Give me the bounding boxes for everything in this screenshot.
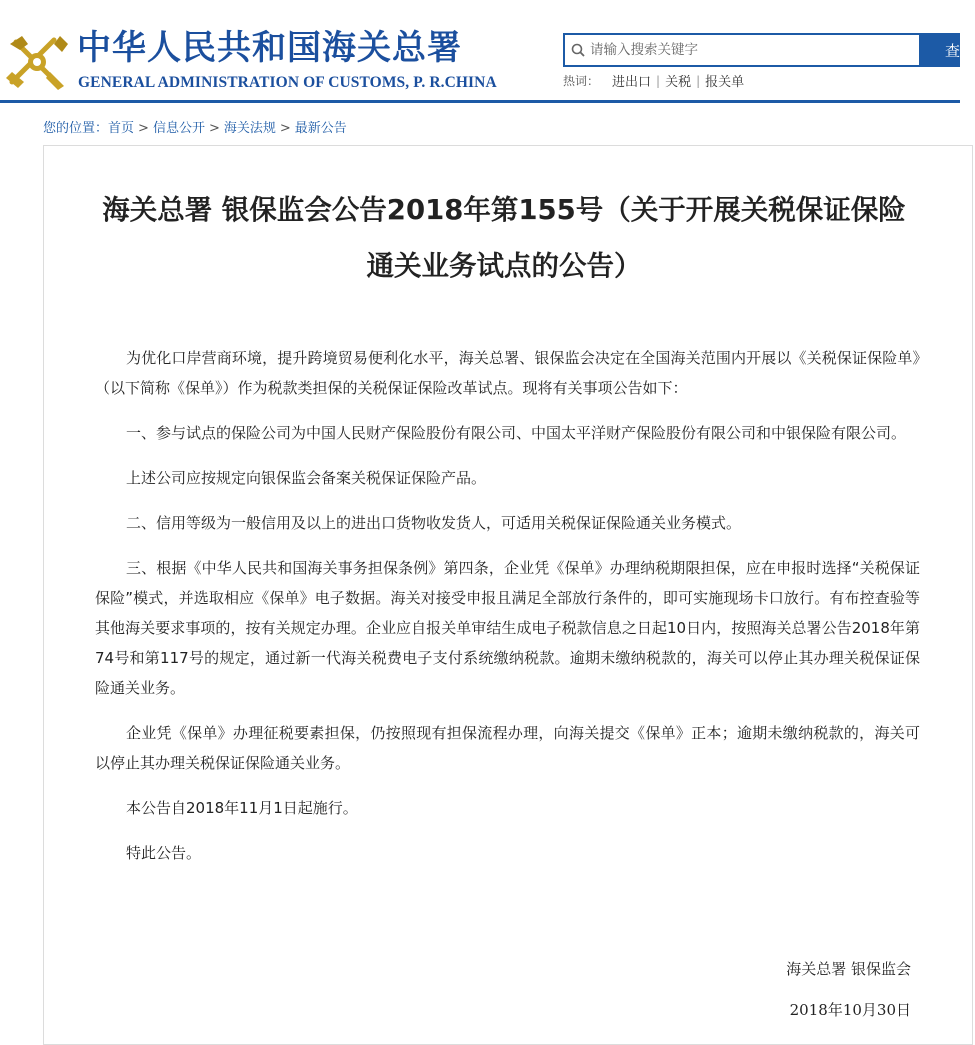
article-body xyxy=(95,343,920,883)
article-title xyxy=(44,182,964,294)
hot-words-label: 热词： xyxy=(563,74,600,88)
article-date: 2018年10月30日 xyxy=(789,1001,911,1019)
breadcrumb-latest-notices[interactable]: 最新公告 xyxy=(294,121,347,136)
article-title-line: 通关业务试点的公告） xyxy=(366,250,642,282)
search-input[interactable] xyxy=(590,42,910,58)
search-icon xyxy=(571,43,585,57)
article-paragraph: 一、参与试点的保险公司为中国人民财产保险股份有限公司、中国太平洋财产保险股份有限公司和中银保险有限公司。 xyxy=(126,424,907,442)
article-paragraph: 本公告自2018年11月1日起施行。 xyxy=(126,799,358,817)
article-panel xyxy=(43,145,973,1045)
breadcrumb-separator: > xyxy=(279,121,291,136)
hot-word-link[interactable]: 进出口 xyxy=(612,75,652,90)
hot-word-link[interactable]: 报关单 xyxy=(705,75,745,90)
article-signature: 海关总署 银保监会 xyxy=(786,960,911,978)
hot-words xyxy=(563,71,749,90)
breadcrumb xyxy=(43,117,347,136)
search-box xyxy=(563,33,921,67)
article-paragraph: 上述公司应按规定向银保监会备案关税保证保险产品。 xyxy=(126,469,487,487)
article-paragraph: 二、信用等级为一般信用及以上的进出口货物收发货人，可适用关税保证保险通关业务模式。 xyxy=(126,514,742,532)
hot-word-divider: | xyxy=(696,73,701,88)
site-header xyxy=(0,0,975,103)
breadcrumb-customs-law[interactable]: 海关法规 xyxy=(223,121,276,136)
search-button[interactable]: 查询 xyxy=(921,33,960,67)
hot-word-link[interactable]: 关税 xyxy=(665,75,692,90)
article-paragraph: 企业凭《保单》办理征税要素担保，仍按照现有担保流程办理，向海关提交《保单》正本；逾期未缴纳税款的，海关可以停止其办理关税保证保险通关业务。 xyxy=(95,724,920,772)
article-title-line: 海关总署 银保监会公告2018年第155号（关于开展关税保证保险 xyxy=(102,194,906,226)
article-paragraph: 特此公告。 xyxy=(126,844,202,862)
breadcrumb-separator: > xyxy=(138,121,149,136)
hot-word-divider: | xyxy=(656,73,661,88)
customs-emblem-icon[interactable] xyxy=(2,28,74,92)
breadcrumb-prefix: 您的位置： xyxy=(43,121,109,136)
article-paragraph: 为优化口岸营商环境，提升跨境贸易便利化水平，海关总署、银保监会决定在全国海关范围内开展以《关税保证保险单》（以下简称《保单》）作为税款类担保的关税保证保险改革试点。现将有关事项公告如下： xyxy=(95,349,920,397)
breadcrumb-info-disclosure[interactable]: 信息公开 xyxy=(152,121,205,136)
site-logo-subtitle[interactable]: GENERAL ADMINISTRATION OF CUSTOMS, P. R.CHINA xyxy=(78,74,497,91)
site-logo-title[interactable]: 中华人民共和国海关总署 xyxy=(77,28,462,68)
article-paragraph: 三、根据《中华人民共和国海关事务担保条例》第四条，企业凭《保单》办理纳税期限担保，应在申报时选择“关税保证保险”模式，并选取相应《保单》电子数据。海关对接受申报且满足全部放行条件的，即可实施现场卡口放行。有布控查验等其他海关要求事项的，按有关规定办理。企业应自报关单审结生成电子税款信息之日起10日内，按照海关总署公告2018年第74号和第117号的规定，通过新一代海关税费电子支付系统缴纳税款。逾期未缴纳税款的，海关可以停止其办理关税保证保险通关业务。 xyxy=(95,559,920,697)
breadcrumb-separator: > xyxy=(208,121,220,136)
breadcrumb-home[interactable]: 首页 xyxy=(108,121,135,136)
